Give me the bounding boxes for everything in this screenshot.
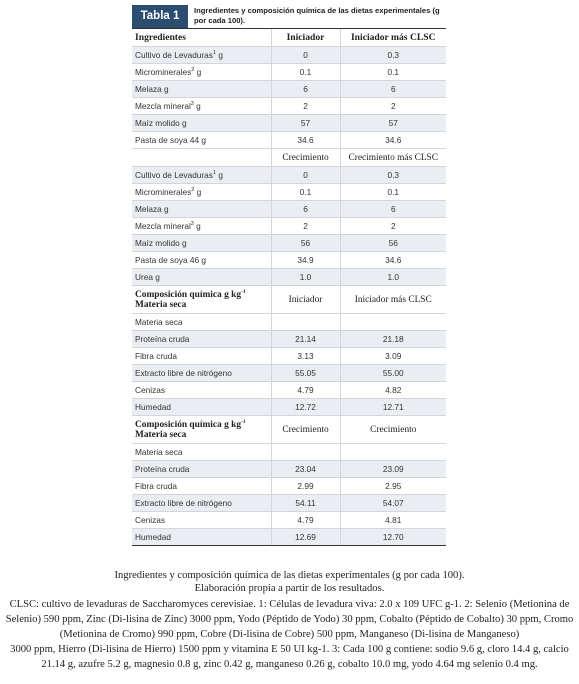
value-cell: 4.81 bbox=[340, 512, 446, 529]
value-cell: 4.79 bbox=[271, 512, 340, 529]
composition-heading-text: Composición química g kg bbox=[135, 419, 242, 430]
value-cell: 3.13 bbox=[271, 348, 340, 365]
value-cell: 57 bbox=[340, 115, 446, 132]
table-row bbox=[132, 81, 446, 98]
diet-header: Crecimiento bbox=[340, 416, 446, 444]
ingredient-unit: g bbox=[194, 187, 202, 197]
footnote-marker: 1 bbox=[212, 170, 217, 177]
value-cell: 34.6 bbox=[271, 132, 340, 149]
table-row bbox=[132, 348, 446, 365]
component-name: Cenizas bbox=[132, 382, 271, 399]
table-row bbox=[132, 98, 446, 115]
unit-exponent: -1 bbox=[241, 288, 246, 295]
table-row bbox=[132, 461, 446, 478]
ingredient-label: Microminerales bbox=[135, 187, 192, 197]
notes-paragraph-1: CLSC: cultivo de levaduras de Saccharomyces cerevisiae. 1: Células de levadura viva: 2.0 x 109 UFC g-1. 2: Selenio (Metionina de Selenio) 590 ppm, Zinc (Di-lisina de Zinc) 3000 ppm, Yodo (Péptido de Yodo) 30 ppm, Cobalto (Péptido de Cobalto) 30 ppm, Cromo (Metionina de Cromo) 990 ppm, Cobre (Di-lisina de Cobre) 500 ppm, Manganeso (Di-lisina de Manganeso) bbox=[5, 599, 574, 640]
ingredient-name bbox=[132, 64, 271, 81]
figure-caption bbox=[4, 569, 575, 595]
caption-source: Elaboración propia a partir de los resultados. bbox=[194, 583, 385, 594]
table-row bbox=[132, 331, 446, 348]
table-title: Ingredientes y composición química de las dietas experimentales (g por cada 100). bbox=[194, 6, 440, 25]
ingredient-label: Maíz molido g bbox=[135, 118, 187, 128]
ingredient-label: Melaza g bbox=[135, 84, 169, 94]
value-cell: 34.9 bbox=[271, 252, 340, 269]
value-cell: 34.6 bbox=[340, 252, 446, 269]
value-cell: 56 bbox=[340, 235, 446, 252]
composition-header-row bbox=[132, 416, 446, 444]
composition-heading-text: Composición química g kg bbox=[135, 289, 242, 300]
ingredient-unit: g bbox=[194, 67, 202, 77]
ingredient-name bbox=[132, 47, 271, 64]
table-row bbox=[132, 495, 446, 512]
value-cell: 1.0 bbox=[271, 269, 340, 286]
footnote-marker: 3 bbox=[190, 101, 194, 108]
diet-header: Iniciador más CLSC bbox=[340, 286, 446, 314]
value-cell bbox=[271, 444, 340, 461]
ingredient-name bbox=[132, 269, 271, 286]
ingredient-name bbox=[132, 201, 271, 218]
value-cell: 0.1 bbox=[340, 184, 446, 201]
ingredient-unit: g bbox=[216, 50, 223, 60]
notes-paragraph-2: 3000 ppm, Hierro (Di-lisina de Hierro) 1500 ppm y vitamina E 50 UI kg-1. 3: Cada 100 g contiene: sodio 9.6 g, cloro 14.4 g, calcio 21.14 g, azufre 5.2 g, magnesio 0.8 g, zinc 0.42 g, manganeso 0.26 g, cobalto 10.0 mg, yodo 4.64 mg selenio 0.4 mg. bbox=[10, 644, 569, 670]
table-row bbox=[132, 252, 446, 269]
table-row bbox=[132, 382, 446, 399]
table-row bbox=[132, 64, 446, 81]
footnote-marker: 2 bbox=[191, 67, 195, 74]
diet-table bbox=[132, 29, 446, 546]
component-name: Proteína cruda bbox=[132, 461, 271, 478]
value-cell: 4.79 bbox=[271, 382, 340, 399]
ingredient-label: Maíz molido g bbox=[135, 238, 187, 248]
value-cell: 12.69 bbox=[271, 529, 340, 546]
value-cell: 6 bbox=[340, 201, 446, 218]
table-row bbox=[132, 218, 446, 235]
composition-heading bbox=[132, 416, 271, 444]
value-cell: 6 bbox=[340, 81, 446, 98]
ingredient-name bbox=[132, 81, 271, 98]
value-cell: 12.72 bbox=[271, 399, 340, 416]
ingredient-label: Microminerales bbox=[135, 67, 192, 77]
value-cell: 2.95 bbox=[340, 478, 446, 495]
unit-exponent: -1 bbox=[241, 418, 246, 425]
value-cell: 1.0 bbox=[340, 269, 446, 286]
ingredient-name bbox=[132, 184, 271, 201]
header-growth-clsc: Crecimiento más CLSC bbox=[340, 149, 446, 167]
table-row bbox=[132, 115, 446, 132]
ingredient-name bbox=[132, 132, 271, 149]
component-name: Extracto libre de nitrógeno bbox=[132, 495, 271, 512]
caption-title: Ingredientes y composición química de las dietas experimentales (g por cada 100). bbox=[114, 570, 465, 581]
value-cell: 23.04 bbox=[271, 461, 340, 478]
component-name: Materia seca bbox=[132, 444, 271, 461]
value-cell: 0.1 bbox=[271, 184, 340, 201]
ingredient-name bbox=[132, 98, 271, 115]
value-cell: 21.14 bbox=[271, 331, 340, 348]
table-row bbox=[132, 512, 446, 529]
value-cell: 2 bbox=[271, 98, 340, 115]
diet-header: Crecimiento bbox=[271, 416, 340, 444]
ingredient-label: Mezcla mineral bbox=[135, 221, 191, 231]
value-cell: 4.82 bbox=[340, 382, 446, 399]
value-cell: 21.18 bbox=[340, 331, 446, 348]
ingredient-label: Melaza g bbox=[135, 204, 169, 214]
header-ingredients: Ingredientes bbox=[132, 29, 271, 47]
header-starter: Iniciador bbox=[271, 29, 340, 47]
value-cell bbox=[271, 314, 340, 331]
value-cell: 6 bbox=[271, 81, 340, 98]
value-cell: 55.00 bbox=[340, 365, 446, 382]
component-name: Fibra cruda bbox=[132, 348, 271, 365]
value-cell: 2 bbox=[340, 218, 446, 235]
table-row bbox=[132, 167, 446, 184]
composition-subheading: Materia seca bbox=[135, 429, 187, 440]
ingredient-label: Cultivo de Levaduras bbox=[135, 170, 213, 180]
value-cell: 57 bbox=[271, 115, 340, 132]
table-figure bbox=[132, 5, 446, 546]
value-cell: 2 bbox=[271, 218, 340, 235]
ingredient-label: Cultivo de Levaduras bbox=[135, 50, 213, 60]
table-label: Tabla 1 bbox=[132, 5, 188, 28]
value-cell: 12.71 bbox=[340, 399, 446, 416]
ingredient-label: Pasta de soya 46 g bbox=[135, 255, 207, 265]
value-cell: 0 bbox=[271, 167, 340, 184]
growth-header-row bbox=[132, 149, 446, 167]
value-cell: 2 bbox=[340, 98, 446, 115]
table-row bbox=[132, 365, 446, 382]
component-name: Proteína cruda bbox=[132, 331, 271, 348]
value-cell: 0 bbox=[271, 47, 340, 64]
component-name: Extracto libre de nitrógeno bbox=[132, 365, 271, 382]
value-cell: 2.99 bbox=[271, 478, 340, 495]
table-row bbox=[132, 314, 446, 331]
ingredient-label: Urea g bbox=[135, 272, 160, 282]
diet-header: Iniciador bbox=[271, 286, 340, 314]
table-row bbox=[132, 184, 446, 201]
ingredient-unit: g bbox=[193, 101, 201, 111]
value-cell: 6 bbox=[271, 201, 340, 218]
footnote-marker: 1 bbox=[212, 50, 217, 57]
value-cell: 55.05 bbox=[271, 365, 340, 382]
ingredient-name bbox=[132, 235, 271, 252]
value-cell bbox=[340, 314, 446, 331]
growth-header-blank bbox=[132, 149, 271, 167]
ingredient-label: Pasta de soya 44 g bbox=[135, 135, 207, 145]
composition-heading bbox=[132, 286, 271, 314]
table-notes bbox=[4, 597, 575, 672]
value-cell: 23.09 bbox=[340, 461, 446, 478]
table-row bbox=[132, 47, 446, 64]
table-row bbox=[132, 444, 446, 461]
table-row bbox=[132, 132, 446, 149]
header-starter-clsc: Iniciador más CLSC bbox=[340, 29, 446, 47]
component-name: Fibra cruda bbox=[132, 478, 271, 495]
value-cell: 0.1 bbox=[340, 64, 446, 81]
ingredient-name bbox=[132, 167, 271, 184]
value-cell: 54.11 bbox=[271, 495, 340, 512]
table-row bbox=[132, 235, 446, 252]
table-header bbox=[132, 5, 446, 29]
table-row bbox=[132, 478, 446, 495]
value-cell: 0.3 bbox=[340, 167, 446, 184]
column-header-row bbox=[132, 29, 446, 47]
footnote-marker: 2 bbox=[191, 187, 195, 194]
table-body bbox=[132, 29, 446, 546]
table-row bbox=[132, 269, 446, 286]
value-cell bbox=[340, 444, 446, 461]
ingredient-name bbox=[132, 252, 271, 269]
ingredient-label: Mezcla mineral bbox=[135, 101, 191, 111]
table-row bbox=[132, 399, 446, 416]
ingredient-name bbox=[132, 218, 271, 235]
table-row bbox=[132, 201, 446, 218]
ingredient-unit: g bbox=[216, 170, 223, 180]
value-cell: 34.6 bbox=[340, 132, 446, 149]
value-cell: 12.70 bbox=[340, 529, 446, 546]
value-cell: 3.09 bbox=[340, 348, 446, 365]
value-cell: 0.3 bbox=[340, 47, 446, 64]
ingredient-unit: g bbox=[193, 221, 201, 231]
value-cell: 54.07 bbox=[340, 495, 446, 512]
component-name: Humedad bbox=[132, 529, 271, 546]
ingredient-name bbox=[132, 115, 271, 132]
value-cell: 56 bbox=[271, 235, 340, 252]
component-name: Humedad bbox=[132, 399, 271, 416]
footnote-marker: 3 bbox=[190, 221, 194, 228]
composition-subheading: Materia seca bbox=[135, 299, 187, 310]
header-growth: Crecimiento bbox=[271, 149, 340, 167]
value-cell: 0.1 bbox=[271, 64, 340, 81]
composition-header-row bbox=[132, 286, 446, 314]
table-row bbox=[132, 529, 446, 546]
component-name: Cenizas bbox=[132, 512, 271, 529]
component-name: Materia seca bbox=[132, 314, 271, 331]
